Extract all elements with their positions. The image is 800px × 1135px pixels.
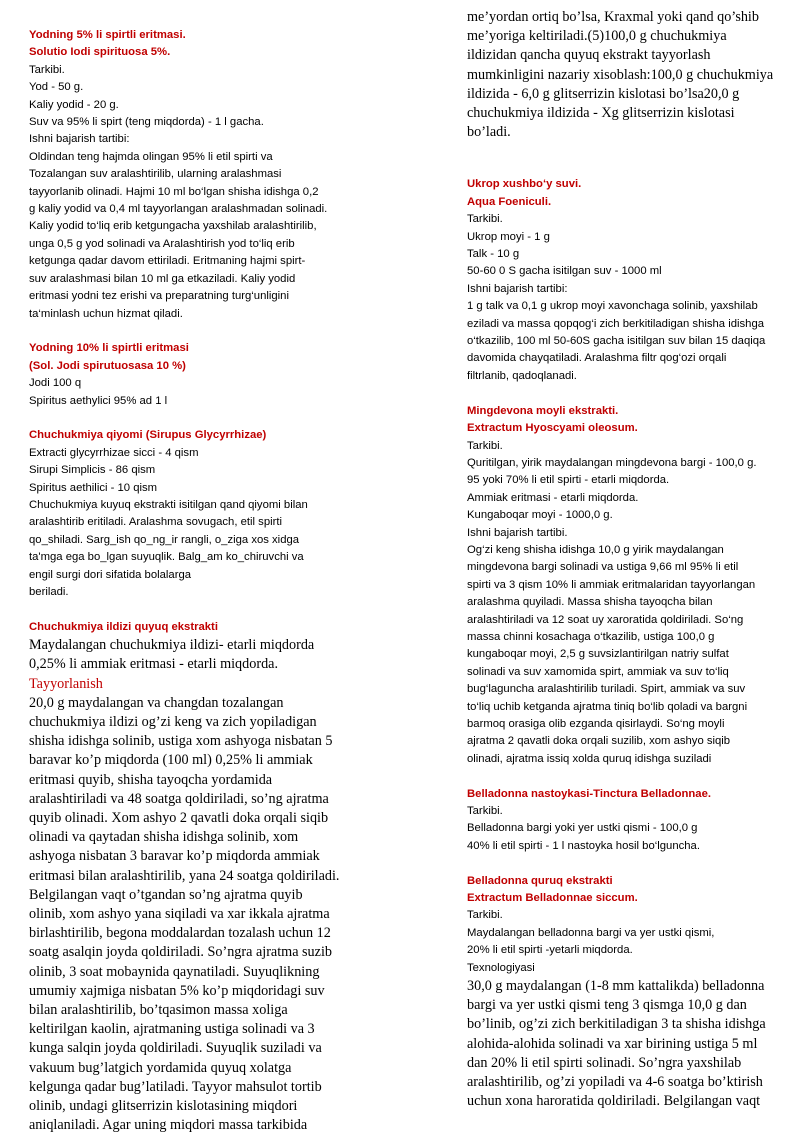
text-line: ta'mga ega bo_lgan suyuqlik. Balg_am ko_chiruvchi va xyxy=(29,551,304,564)
text-line: birlashtirilib, begona moddalardan tozalash uchun 12 xyxy=(29,925,331,942)
text-line: alohida-alohida solinadi va xar birining ustiga 5 ml xyxy=(467,1035,758,1052)
text-line: Extracti glycyrrhizae sicci - 4 qism xyxy=(29,446,199,459)
text-line: Tarkibi. xyxy=(467,805,503,818)
text-line: Ishni bajarish tartibi. xyxy=(467,526,568,539)
section-body xyxy=(29,375,359,410)
text-line: eritmasi quyib, shisha tayoqcha yordamida xyxy=(29,771,273,788)
section-title: Yodning 5% li spirtli eritmasi. xyxy=(29,29,186,41)
text-line: quyib olinadi. Xom ashyo 2 qavatli doka orqali siqib xyxy=(29,810,329,826)
section-title: Chuchukmiya ildizi quyuq ekstrakti xyxy=(29,620,218,633)
text-line: Quritilgan, yirik maydalangan mingdevona bargi - 100,0 g. xyxy=(467,456,757,469)
text-line: Yod - 50 g. xyxy=(29,81,84,94)
text-line: bargi va yer ustki qismi teng 3 qismga 10,0 g dan xyxy=(467,997,747,1014)
right-column xyxy=(467,0,780,1111)
text-line: beriladi. xyxy=(29,585,69,598)
section-body xyxy=(467,803,780,855)
section-latin-title: Extractum Hyoscyami oleosum. xyxy=(467,422,638,435)
text-line: Oldindan teng hajmda olingan 95% li etil spirti va xyxy=(29,150,273,163)
section-body xyxy=(467,211,780,385)
text-line: olinib, xom ashyo yana siqiladi va xar ikkala ajratma xyxy=(29,906,330,923)
text-line: Ishni bajarish tartibi: xyxy=(467,282,568,295)
text-line: Chuchukmiya kuyuq ekstrakti isitilgan qand qiyomi bilan xyxy=(29,498,308,511)
section-latin-title: Solutio Iodi spirituosa 5%. xyxy=(29,46,171,59)
text-line: Tarkibi. xyxy=(467,439,503,452)
text-line: ta‘minlash uchun hizmat qiladi. xyxy=(29,307,183,320)
text-line: bilan aralashtirilib, bo’tqasimon massa xoliga xyxy=(29,1002,288,1019)
section-body xyxy=(29,694,359,1135)
text-line: Jodi 100 q xyxy=(29,377,82,390)
text-line: solinadi va suv xamomida spirt, ammiak va suv to‘liq xyxy=(467,665,729,678)
left-column xyxy=(29,0,359,1135)
text-line: Spiritus aethylici 95% ad 1 l xyxy=(29,394,168,407)
text-line: bo’ladi. xyxy=(467,124,511,141)
text-line: keltirilgan kaolin, ajratmaning ustiga solinadi va 3 xyxy=(29,1021,315,1038)
text-line: 95 yoki 70% li etil spirti - etarli miqdorda. xyxy=(467,474,670,487)
text-line: o‘tkazilib, 100 ml 50-60S gacha isitilgan suv bilan 15 daqiqa xyxy=(467,335,766,348)
text-line: Belladonna bargi yoki yer ustki qismi - 100,0 g xyxy=(467,822,698,835)
text-line: suv aralashmasi bilan 10 ml ga etkaziladi. Kaliy yodid xyxy=(29,272,296,285)
section-title: Belladonna quruq ekstrakti xyxy=(467,874,613,887)
text-line: Texnologiyasi xyxy=(467,961,535,974)
text-line: kungaboqar moyi, 2,5 g suvsizlantirilgan natriy sulfat xyxy=(467,648,729,661)
section-latin-title: Aqua Foeniculi. xyxy=(467,195,552,208)
text-line: massa chinni kosachaga o‘tkazilib, ustiga 100,0 g xyxy=(467,630,715,643)
section-belladonna-dry-extract xyxy=(467,873,780,1112)
text-line: 20% li etil spirti -yetarli miqdorda. xyxy=(467,944,633,957)
text-line: olinadi va qaytadan shisha idishga solinib, xom xyxy=(29,829,299,846)
text-line: davomida chayqatiladi. Aralashma filtr qog‘ozi orqali xyxy=(467,352,727,365)
text-line: me’yoriga keltiriladi.(5)100,0 g chuchukmiya xyxy=(467,28,727,45)
text-line: olinadi, ajratma issiq xolda quruq idishga suziladi xyxy=(467,752,712,765)
text-line: kunga salqin joyda qoldiriladi. Suyuqlik suziladi va xyxy=(29,1040,322,1057)
section-body xyxy=(467,438,780,769)
text-line: tayyorlanib olinadi. Hajmi 10 ml bo‘lgan shisha idishga 0,2 xyxy=(29,185,319,198)
text-line: aralashtiriladi va 48 soatga qoldiriladi, so’ng ajratma xyxy=(29,790,329,807)
text-line: baravar ko’p miqdorda (100 ml) 0,25% li ammiak xyxy=(29,752,313,769)
section-latin-title: (Sol. Jodi spirutuosasa 10 %) xyxy=(29,359,186,372)
text-line: eritmasi yodni tez erishi va preparatning turg‘unligini xyxy=(29,290,289,303)
text-line: olinib, 3 soat mobaynida qaynatiladi. Suyuqlikning xyxy=(29,963,320,980)
text-line: Ammiak eritmasi - etarli miqdorda. xyxy=(467,491,639,504)
section-iodine-10-percent xyxy=(29,340,359,410)
section-title: Yodning 10% li spirtli eritmasi xyxy=(29,342,189,355)
text-line: dan 20% li etil spirti solinadi. So’ngra yaxshilab xyxy=(467,1054,742,1071)
text-line: olinib, undagi glitserrizin kislotasining miqdori xyxy=(29,1098,298,1115)
section-title: Belladonna nastoykasi-Tinctura Belladonnae. xyxy=(467,787,711,800)
text-line: aralashtiriladi va 12 soat uy xaroratida qoldiriladi. So‘ng xyxy=(467,613,744,626)
text-line: Talk - 10 g xyxy=(467,248,520,261)
text-line: engil surgi dori sifatida bolalarga xyxy=(29,568,192,581)
text-line: to‘liq uchib ketganda ajratma tiniq bo‘lib qoladi va bargni xyxy=(467,700,748,713)
text-line: Kungaboqar moyi - 1000,0 g. xyxy=(467,509,613,522)
text-line: shisha idishga solinib, ustiga xom ashyoga nisbatan 5 xyxy=(29,733,333,750)
section-body xyxy=(467,8,780,142)
text-line: g kaliy yodid va 0,4 ml tayyorlangan aralashmadan solinadi. xyxy=(29,203,328,216)
section-iodine-5-percent xyxy=(29,27,359,323)
text-line: me’yordan ortiq bo’lsa, Kraxmal yoki qand qo’shib xyxy=(467,9,759,25)
text-line: Tarkibi. xyxy=(467,909,503,922)
section-body xyxy=(29,445,359,602)
text-line: aralashtirilib, og’zi yopiladi va 4-6 soatga bo’ktirish xyxy=(467,1074,763,1091)
text-line: Maydalangan chuchukmiya ildizi- etarli miqdorda xyxy=(29,637,315,654)
text-line: mingdevona bargi solinadi va ustiga 9,66 ml 95% li etil xyxy=(467,561,739,574)
text-line: Belgilangan vaqt o’tgandan so’ng ajratma quyib xyxy=(29,886,303,903)
text-line: ildizidan qancha quyuq ekstrakt tayyorlash xyxy=(467,47,711,64)
section-body xyxy=(467,907,780,977)
text-line: filtrlanib, qadoqlanadi. xyxy=(467,369,577,382)
text-line: kelgunga qadar bug’latiladi. Tayyor mahsulot tortib xyxy=(29,1078,322,1095)
section-licorice-extract xyxy=(29,619,359,1135)
text-line: Tarkibi. xyxy=(29,63,65,76)
text-line: ajratma 2 qavatli doka orqali suzilib, xom ashyo siqib xyxy=(467,735,731,748)
text-line: aralashtirib eritiladi. Aralashma sovugach, etil spirti xyxy=(29,516,283,529)
text-line: chuchukmiya ildizi og’zi keng va zich yopiladigan xyxy=(29,713,317,730)
section-licorice-syrup xyxy=(29,427,359,601)
text-line: Kaliy yodid to‘liq erib ketgungacha yaxshilab aralashtirilib, xyxy=(29,220,317,233)
text-line: aralashma quyiladi. Massa shisha tayoqcha bilan xyxy=(467,596,713,609)
section-body xyxy=(29,62,359,323)
text-line: Spiritus aethilici - 10 qism xyxy=(29,481,158,494)
text-line: Kaliy yodid - 20 g. xyxy=(29,98,119,111)
text-line: eritmasi bilan aralashtirilib, yana 24 soatga qoldiriladi. xyxy=(29,867,340,884)
text-line: unga 0,5 g yod solinadi va Aralashtirish yod to‘liq erib xyxy=(29,237,295,250)
text-line: eziladi va massa qopqog‘i zich berkitiladigan shisha idishga xyxy=(467,317,765,330)
text-line: 1 g talk va 0,1 g ukrop moyi xavonchaga solinib, yaxshilab xyxy=(467,300,758,313)
text-line: ashyoga nisbatan 3 baravar ko’p miqdorda ammiak xyxy=(29,848,320,865)
text-line: umumiy xajmiga nisbatan 5% ko’p miqdoridagi suv xyxy=(29,982,325,999)
text-line: 50-60 0 S gacha isitilgan suv - 1000 ml xyxy=(467,265,662,278)
text-line: Tozalangan suv aralashtirilib, ularning aralashmasi xyxy=(29,168,282,181)
text-line: spirti va 3 qism 10% li ammiak eritmalaridan tayyorlangan xyxy=(467,578,756,591)
text-line: Suv va 95% li spirt (teng miqdorda) - 1 l gacha. xyxy=(29,116,264,129)
text-line: 20,0 g maydalangan va changdan tozalangan xyxy=(29,694,284,711)
section-title: Chuchukmiya qiyomi (Sirupus Glycyrrhizae) xyxy=(29,429,267,442)
section-title: Mingdevona moyli ekstrakti. xyxy=(467,404,619,417)
text-line: Ishni bajarish tartibi: xyxy=(29,133,130,146)
section-henbane-oil-extract xyxy=(467,403,780,769)
section-continuation xyxy=(467,8,780,142)
text-line: Ukrop moyi - 1 g xyxy=(467,230,550,243)
section-technology-text xyxy=(467,977,780,1111)
text-line: Sirupi Simplicis - 86 qism xyxy=(29,464,156,477)
text-line: 40% li etil spirti - 1 l nastoyka hosil bo‘lguncha. xyxy=(467,839,700,852)
section-belladonna-tincture xyxy=(467,786,780,856)
text-line: barmoq orasiga olib ezganda qisirlaydi. So‘ng moyli xyxy=(467,718,725,730)
text-line: Maydalangan belladonna bargi va yer ustki qismi, xyxy=(467,926,715,939)
text-line: soatg asalqin joyda qoldiriladi. So’ngra ajratma suzib xyxy=(29,944,332,961)
section-intro xyxy=(29,636,359,674)
text-line: 30,0 g maydalangan (1-8 mm kattalikda) belladonna xyxy=(467,978,765,995)
text-line: bug‘laguncha aralashtirilib turiladi. Spirt, ammiak va suv xyxy=(467,683,746,696)
text-line: uchun xona haroratida qoldiriladi. Belgilangan vaqt xyxy=(467,1093,761,1110)
section-latin-title: Extractum Belladonnae siccum. xyxy=(467,892,638,905)
text-line: aniqlaniladi. Agar uning miqdori massa tarkibida xyxy=(29,1117,308,1134)
text-line: ildizida - 6,0 g glitserrizin kislotasi bo’lsa20,0 g xyxy=(467,85,740,102)
text-line: qo_shiladi. Sarg_ish qo_ng_ir rangli, o_ziga xos xidga xyxy=(29,533,300,546)
section-subtitle: Tayyorlanish xyxy=(29,675,103,692)
text-line: vakuum bug’latgich yordamida quyuq xolatga xyxy=(29,1059,292,1076)
section-dill-water xyxy=(467,176,780,385)
text-line: ketgunga qadar davom ettiriladi. Eritmaning hajmi spirt- xyxy=(29,255,306,268)
text-line: 0,25% li ammiak eritmasi - etarli miqdorda. xyxy=(29,656,279,673)
text-line: chuchukmiya ildizida - Xg glitserrizin kislotasi xyxy=(467,105,735,122)
text-line: bo’linib, og’zi zich berkitiladigan 3 ta shisha idishga xyxy=(467,1016,766,1033)
text-line: Og‘zi keng shisha idishga 10,0 g yirik maydalangan xyxy=(467,543,724,556)
text-line: mumkinligini nazariy xisoblash:100,0 g chuchukmiya xyxy=(467,66,774,83)
text-line: Tarkibi. xyxy=(467,213,503,226)
section-title: Ukrop xushbo‘y suvi. xyxy=(467,178,582,191)
